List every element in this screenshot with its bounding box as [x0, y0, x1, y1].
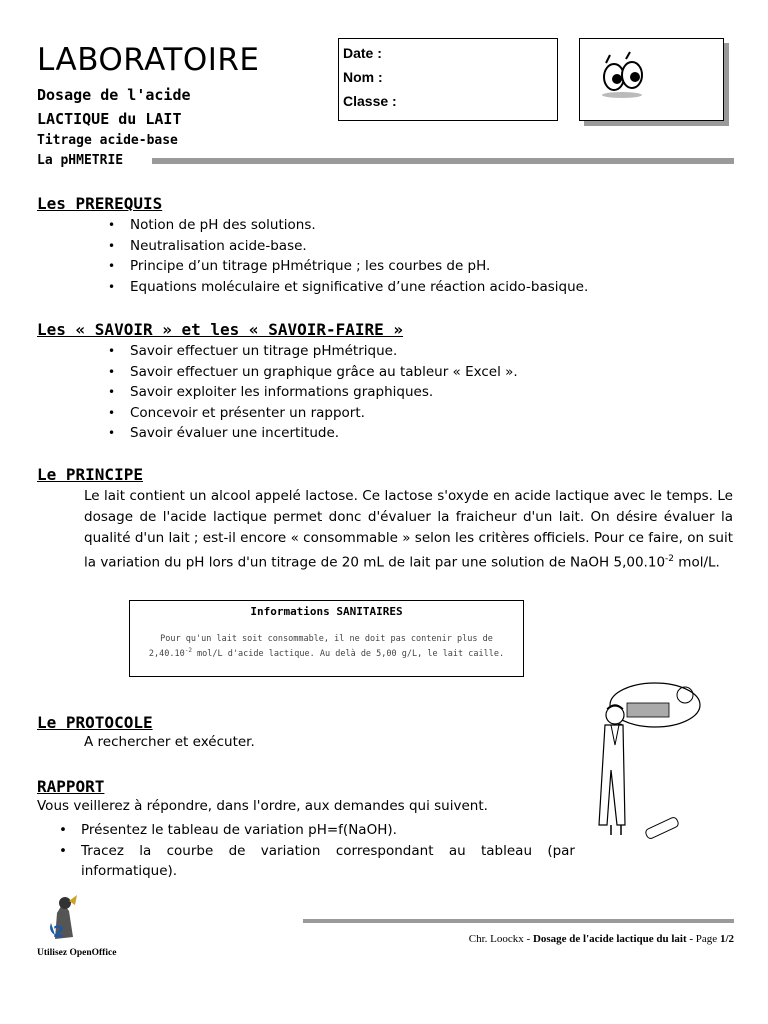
rapport-intro: Vous veillerez à répondre, dans l'ordre, aux demandes qui suivent. — [37, 798, 488, 814]
list-item: • Savoir effectuer un titrage pHmétrique. — [130, 341, 518, 362]
footer-author: Chr. Loockx - — [468, 933, 533, 945]
subtitle-titrage: Titrage acide-base — [37, 133, 178, 148]
footer-page-label: Page — [695, 933, 720, 945]
student-info-box — [338, 38, 558, 121]
list-item-text: Tracez la courbe de variation correspondant au tableau (par informatique). — [81, 842, 575, 879]
scientist-illustration — [585, 675, 725, 845]
list-item: • Tracez la courbe de variation correspondant au tableau (par informatique). — [59, 842, 575, 879]
footer-rule — [303, 919, 734, 923]
openoffice-label: Utilisez OpenOffice — [37, 948, 117, 958]
openoffice-logo — [47, 893, 81, 943]
sanitary-text: Pour qu'un lait soit consommable, il ne doit pas contenir plus de 2,40.10 — [148, 634, 493, 659]
header-rule — [152, 158, 734, 164]
list-item: • Equations moléculaire et significative d’une réaction acido-basique. — [130, 277, 588, 298]
eyes-icon — [596, 51, 656, 101]
list-item: • Notion de pH des solutions. — [130, 215, 588, 236]
list-item-text: Présentez le tableau de variation pH=f(NaOH). — [81, 822, 397, 838]
subtitle-lactique: LACTIQUE du LAIT — [37, 110, 182, 128]
rapport-list — [59, 820, 575, 882]
savoir-list — [130, 341, 518, 444]
nom-label: Nom : — [343, 69, 383, 85]
date-label: Date : — [343, 45, 382, 61]
sanitary-text-end: mol/L d'acide lactique. Au delà de 5,00 g/L, le lait caille. — [191, 648, 505, 659]
principe-text: Le lait contient un alcool appelé lactose. Ce lactose s'oxyde en acide lactique avec le temps. Le dosage de l'acide lactique permet donc d'évaluer la fraicheur d'un lait. On désire évaluer la qualité d'un lait ; est-il encore « consommable » selon les critères officiels. Pour ce faire, on suit la variation du pH lors d'un titrage de 20 mL de lait par une solution de NaOH 5,00.10 — [84, 488, 733, 571]
sanitary-body — [144, 634, 509, 660]
sanitary-info-box — [129, 600, 524, 677]
list-item: • Savoir effectuer un graphique grâce au tableur « Excel ». — [130, 362, 518, 383]
sanitary-title: Informations SANITAIRES — [250, 605, 403, 618]
principe-heading: Le PRINCIPE — [37, 465, 143, 484]
list-item: • Présentez le tableau de variation pH=f(NaOH). — [59, 822, 397, 838]
footer-page-number: 1/2 — [719, 933, 734, 945]
principe-text-end: mol/L. — [674, 554, 720, 571]
footer-doc-title: Dosage de l'acide lactique du lait - — [532, 933, 696, 945]
list-item: • Savoir exploiter les informations graphiques. — [130, 382, 518, 403]
subtitle-dosage: Dosage de l'acide — [37, 86, 191, 104]
sanitary-exponent: -2 — [184, 647, 192, 654]
principe-paragraph — [84, 486, 733, 574]
prerequis-list — [130, 215, 588, 297]
rapport-heading: RAPPORT — [37, 777, 105, 796]
savoir-heading: Les « SAVOIR » et les « SAVOIR-FAIRE » — [37, 320, 404, 339]
list-item: • Savoir évaluer une incertitude. — [130, 423, 518, 444]
classe-label: Classe : — [343, 93, 397, 109]
list-item: • Neutralisation acide-base. — [130, 236, 588, 257]
eyes-picture-box — [579, 38, 724, 121]
protocole-heading: Le PROTOCOLE — [37, 713, 153, 732]
list-item: • Principe d’un titrage pHmétrique ; les courbes de pH. — [130, 256, 588, 277]
page-footer — [300, 933, 734, 945]
prerequis-heading: Les PREREQUIS — [37, 194, 163, 213]
svg-text:2: 2 — [53, 922, 65, 941]
page-title: LABORATOIRE — [37, 42, 260, 78]
protocole-text: A rechercher et exécuter. — [84, 734, 255, 750]
principe-exponent: -2 — [665, 554, 675, 564]
list-item: • Concevoir et présenter un rapport. — [130, 403, 518, 424]
subtitle-phmetrie: La pHMETRIE — [37, 153, 124, 168]
